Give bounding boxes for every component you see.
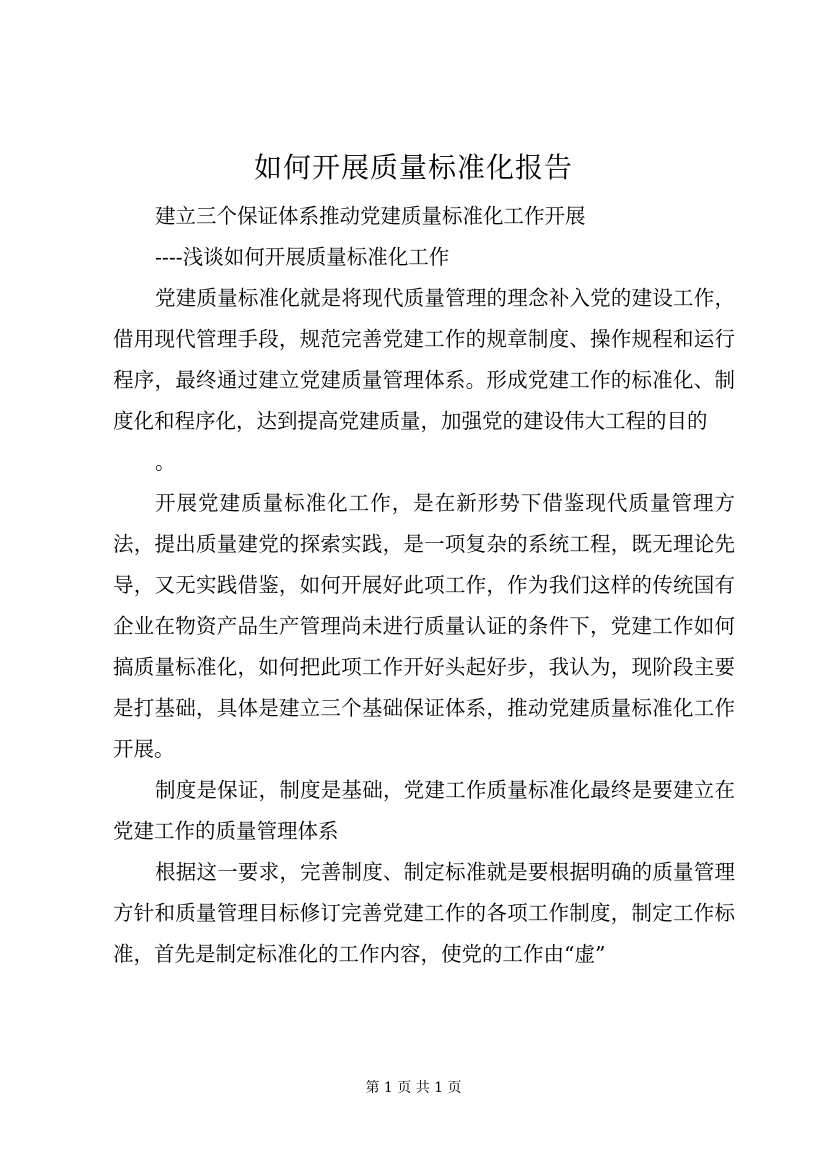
document-title: 如何开展质量标准化报告 <box>253 151 573 184</box>
document-body <box>113 196 735 975</box>
body-paragraph: 制度是保证，制度是基础，党建工作质量标准化最终是要建立在党建工作的质量管理体系 <box>113 778 735 843</box>
sub-subtitle-paragraph: ----浅谈如何开展质量标准化工作 <box>155 245 450 269</box>
body-paragraph: 根据这一要求，完善制度、制定标准就是要根据明确的质量管理方针和质量管理目标修订完善党建工作的各项工作制度，制定工作标准，首先是制定标准化的工作内容，使党的工作由“虚” <box>113 860 735 966</box>
body-paragraph: 党建质量标准化就是将现代质量管理的理念补入党的建设工作，借用现代管理手段，规范完善党建工作的规章制度、操作规程和运行程序，最终通过建立党建质量管理体系。形成党建工作的标准化、制度化和程序化，达到提高党建质量，加强党的建设伟大工程的目的 <box>113 286 735 433</box>
body-paragraph: 开展党建质量标准化工作，是在新形势下借鉴现代质量管理方法，提出质量建党的探索实践，是一项复杂的系统工程，既无理论先导，又无实践借鉴，如何开展好此项工作，作为我们这样的传统国有企业在物资产品生产管理尚未进行质量认证的条件下，党建工作如何搞质量标准化，如何把此项工作开好头起好步，我认为，现阶段主要是打基础，具体是建立三个基础保证体系，推动党建质量标准化工作开展。 <box>113 491 735 761</box>
body-paragraph: 。 <box>155 450 176 474</box>
page-footer: 第 1 页 共 1 页 <box>365 1080 462 1096</box>
subtitle-paragraph: 建立三个保证体系推动党建质量标准化工作开展 <box>155 204 586 228</box>
